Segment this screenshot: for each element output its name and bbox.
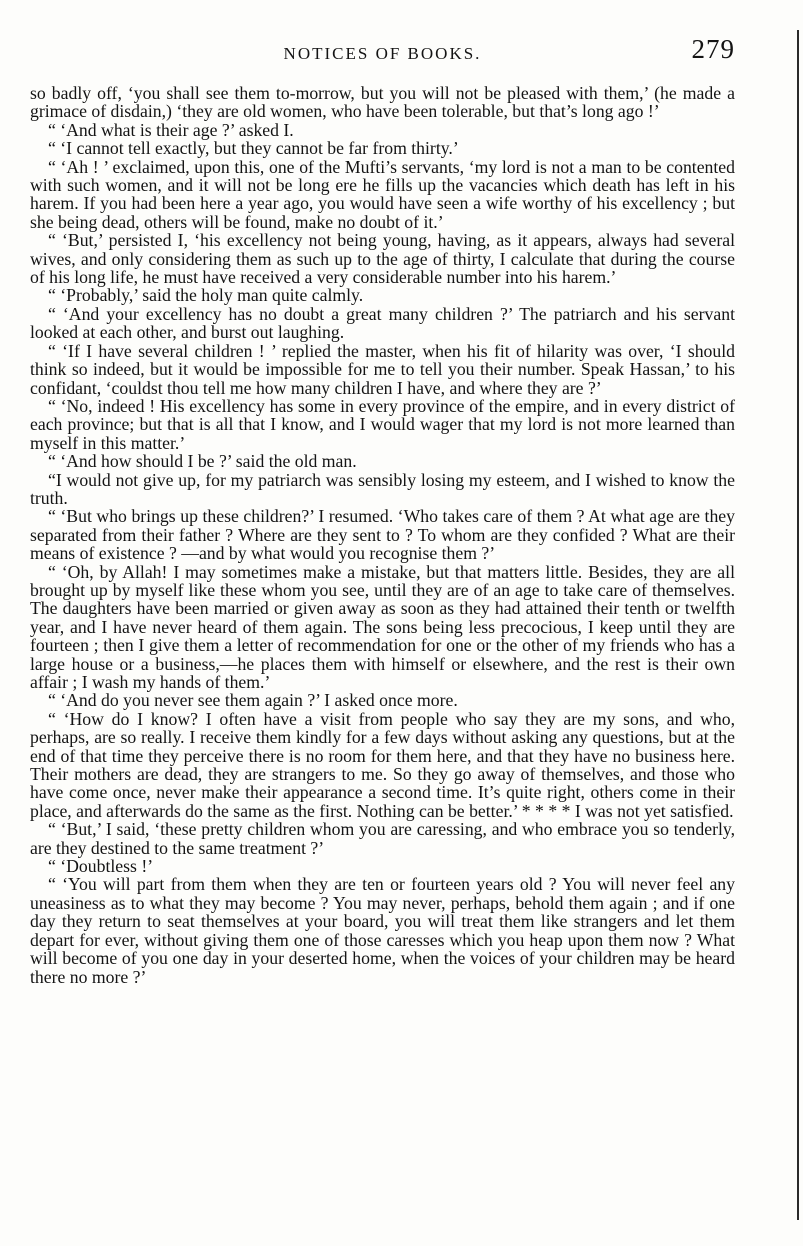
paragraph: “ ‘How do I know? I often have a visit from people who say they are my sons, and who, perhaps, are so really. I receive them kindly for a few days without asking any questions, but at the end of that time they perceive there is no room for them here, and that they have no business here. Their mothers are dead, they are strangers to me. So they go away of themselves, and those who have come once, never make their appearance a second time. It’s quite right, others come in their place, and afterwards do the same as the first. Nothing can be better.’ * * * * I was not yet satisfied. [30, 708, 735, 821]
paragraph: “I would not give up, for my patriarch was sensibly losing my esteem, and I wished to know the truth. [30, 469, 735, 508]
paragraph: so badly off, ‘you shall see them to-morrow, but you will not be pleased with them,’ (he made a grimace of disdain,) ‘they are old women, who have been tolerable, but that’s long ago !’ [30, 83, 735, 122]
paragraph: “ ‘Probably,’ said the holy man quite calmly. [48, 285, 364, 306]
paragraph: “ ‘Ah ! ’ exclaimed, upon this, one of the Mufti’s servants, ‘my lord is not a man to be contented with such women, and it will not be long ere he fills up the vacancies which death has left in his harem. If you had been here a year ago, you would have seen a wife worthy of his excellency ; but she being dead, others will be found, make no doubt of it.’ [30, 156, 735, 232]
page-header [30, 34, 735, 68]
paragraph: “ ‘And do you never see them again ?’ I asked once more. [48, 690, 458, 711]
body-text [30, 84, 735, 986]
paragraph: “ ‘And your excellency has no doubt a great many children ?’ The patriarch and his servant looked at each other, and burst out laughing. [30, 303, 735, 343]
paragraph: “ ‘No, indeed ! His excellency has some in every province of the empire, and in every district of each province; but that is all that I know, and I would wager that my lord is not more learned than myself in this matter.’ [30, 395, 735, 453]
paragraph: “ ‘If I have several children ! ’ replied the master, when his fit of hilarity was over, ‘I should think so indeed, but it would be impossible for me to tell you their number. Speak Hassan,’ to his confidant, ‘couldst thou tell me how many children I have, and where they are ?’ [30, 340, 735, 398]
paragraph: “ ‘Doubtless !’ [48, 856, 154, 877]
paragraph: “ ‘Oh, by Allah! I may sometimes make a mistake, but that matters little. Besides, they are all brought up by myself like these whom you see, until they are of an age to take care of themselves. The daughters have been married or given away as soon as they had attained their tenth or twelfth year, and I have never heard of them again. The sons being less precocious, I keep until they are fourteen ; then I give them a letter of recommendation for one or the other of my friends who has a large house or a business,—he places them with himself or elsewhere, and the rest is their own affair ; I wash my hands of them.’ [30, 561, 735, 692]
paragraph: “ ‘But who brings up these children?’ I resumed. ‘Who takes care of them ? At what age are they separated from their father ? Where are they sent to ? To whom are they confided ? What are their means of existence ? —and by what would you recognise them ?’ [30, 506, 735, 564]
paragraph: “ ‘But,’ I said, ‘these pretty children whom you are caressing, and who embrace you so tenderly, are they destined to the same treatment ?’ [30, 819, 735, 858]
paragraph: “ ‘And how should I be ?’ said the old man. [48, 451, 357, 472]
running-head: NOTICES OF BOOKS. [283, 44, 482, 63]
paragraph: “ ‘You will part from them when they are ten or fourteen years old ? You will never feel any uneasiness as to what they may become ? You may never, perhaps, behold them again ; and if one day they return to seat themselves at your board, you will treat them like strangers and let them depart for ever, without giving them one of those caresses which you heap upon them now ? What will become of you one day in your deserted home, when the voices of your children may be heard there no more ?’ [30, 874, 735, 987]
page-number: 279 [691, 34, 735, 64]
paragraph: “ ‘But,’ persisted I, ‘his excellency not being young, having, as it appears, always had several wives, and only considering them as such up to the age of thirty, I calculate that during the course of his long life, he must have received a very considerable number into his harem.’ [30, 230, 735, 288]
paragraph: “ ‘I cannot tell exactly, but they cannot be far from thirty.’ [48, 138, 459, 159]
paragraph: “ ‘And what is their age ?’ asked I. [48, 119, 294, 140]
page-edge-rule [797, 30, 799, 1220]
